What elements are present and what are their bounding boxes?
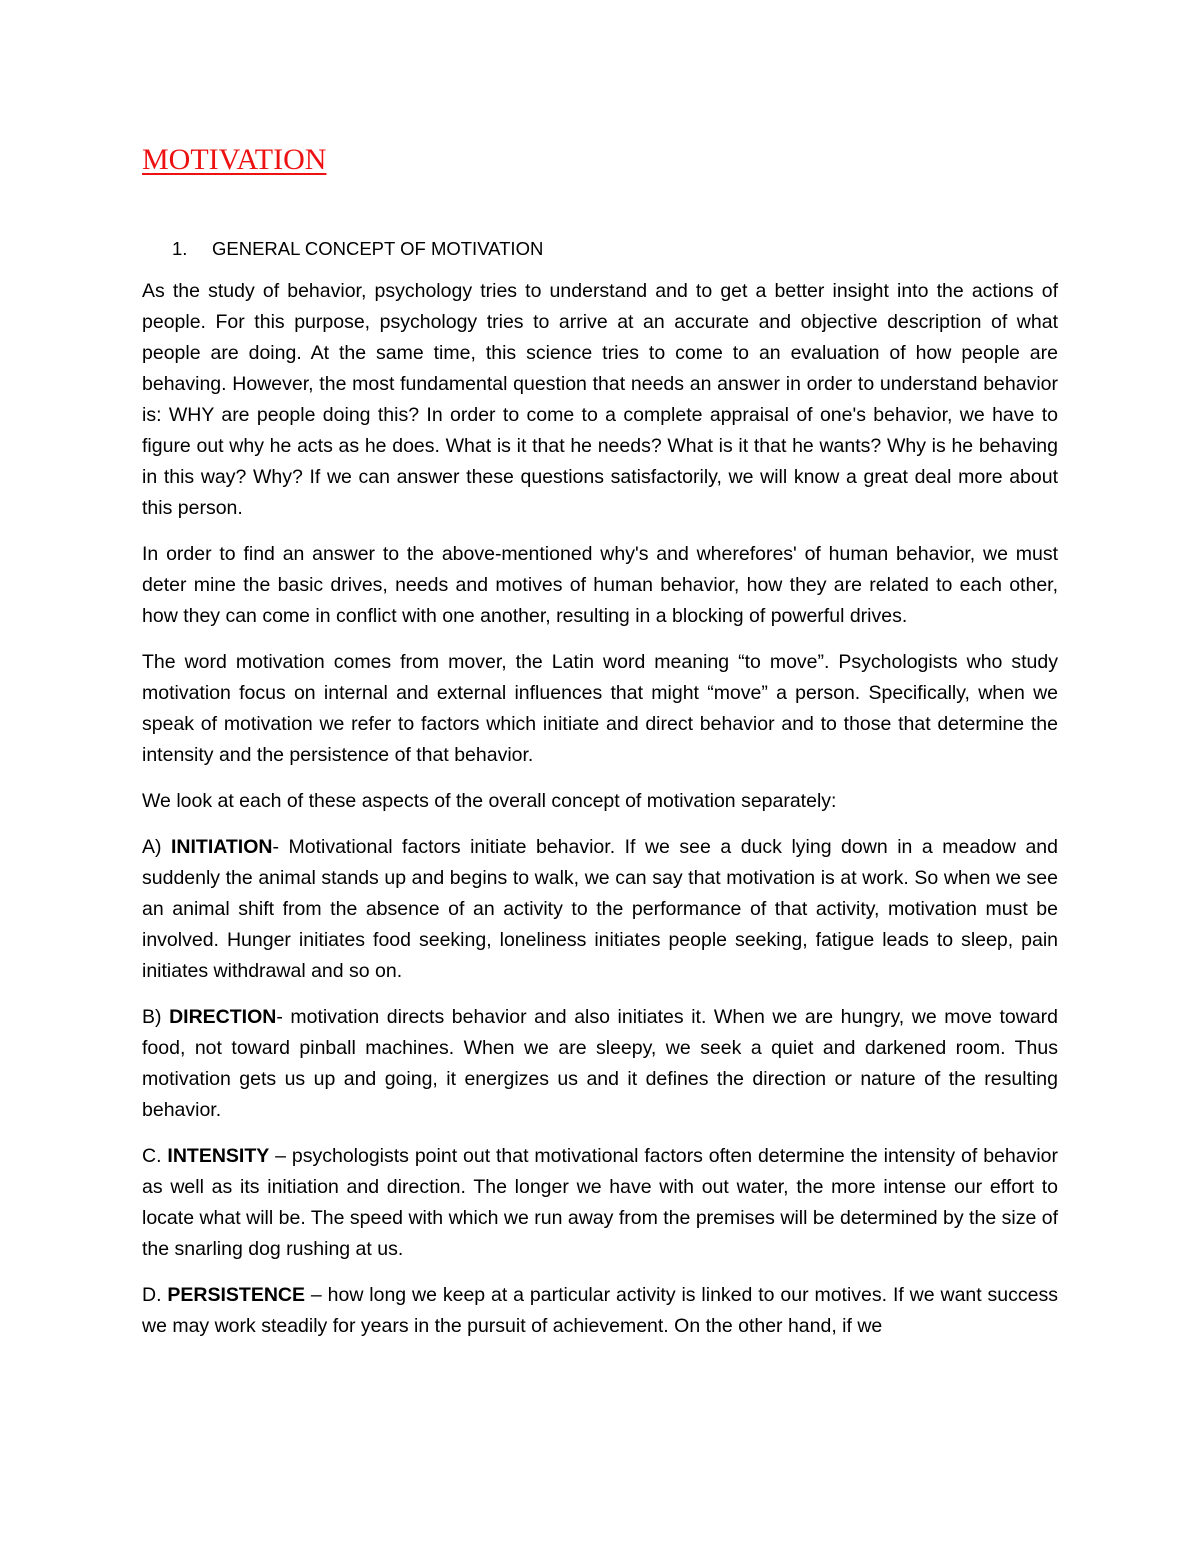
aspect-term: DIRECTION (169, 1006, 277, 1028)
aspect-text: – psychologists point out that motivational factors often determine the intensity of behavior as well as its initiation and direction. The longer we have with out water, the more intense our effort to locate what will be. The speed with which we run away from the premises will be determined by the size of the snarling dog rushing at us. (142, 1145, 1059, 1260)
section-heading-text: GENERAL CONCEPT OF MOTIVATION (212, 238, 544, 259)
section-number: 1. (172, 238, 188, 259)
aspect-direction (142, 1002, 1058, 1126)
section-heading (172, 236, 1058, 262)
aspect-prefix: A) (142, 836, 172, 858)
aspect-term: INITIATION (171, 836, 273, 858)
aspect-text: – how long we keep at a particular activity is linked to our motives. If we want success we may work steadily for years in the pursuit of achievement. On the other hand, if we (142, 1284, 1058, 1337)
paragraph-aspects-intro: We look at each of these aspects of the overall concept of motivation separately: (142, 790, 837, 812)
paragraph-etymology: The word motivation comes from mover, the Latin word meaning “to move”. Psychologists who study motivation focus on internal and external influences that might “move” a person. Specifically, when we speak of motivation we refer to factors which initiate and direct behavior and to those that determine the intensity and the persistence of that behavior. (142, 651, 1058, 766)
aspect-term: PERSISTENCE (167, 1284, 306, 1306)
paragraph-drives: In order to find an answer to the above-mentioned why's and wherefores' of human behavior, we must deter mine the basic drives, needs and motives of human behavior, how they are related to each other, how they can come in conflict with one another, resulting in a blocking of powerful drives. (142, 543, 1058, 627)
paragraph-intro: As the study of behavior, psychology tries to understand and to get a better insight into the actions of people. For this purpose, psychology tries to arrive at an accurate and objective description of what people are doing. At the same time, this science tries to come to an evaluation of how people are behaving. However, the most fundamental question that needs an answer in order to understand behavior is: WHY are people doing this? In order to come to a complete appraisal of one's behavior, we have to figure out why he acts as he does. What is it that he needs? What is it that he wants? Why is he behaving in this way? Why? If we can answer these questions satisfactorily, we will know a great deal more about this person. (142, 280, 1058, 519)
aspect-persistence (142, 1280, 1058, 1342)
aspect-initiation (142, 832, 1058, 987)
document-page (142, 140, 1058, 1357)
aspect-text: - Motivational factors initiate behavior. If we see a duck lying down in a meadow and suddenly the animal stands up and begins to walk, we can say that motivation is at work. So when we see an animal shift from the absence of an activity to the performance of that activity, motivation must be involved. Hunger initiates food seeking, loneliness initiates people seeking, fatigue leads to sleep, pain initiates withdrawal and so on. (142, 836, 1058, 982)
aspect-intensity (142, 1141, 1058, 1265)
document-title: MOTIVATION (142, 143, 327, 176)
aspect-text: - motivation directs behavior and also initiates it. When we are hungry, we move toward food, not toward pinball machines. When we are sleepy, we seek a quiet and darkened room. Thus motivation gets us up and going, it energizes us and it defines the direction or nature of the resulting behavior. (142, 1006, 1059, 1121)
aspect-prefix: B) (142, 1006, 170, 1028)
aspect-prefix: D. (142, 1284, 168, 1306)
aspect-prefix: C. (142, 1145, 168, 1167)
aspect-term: INTENSITY (167, 1145, 270, 1167)
